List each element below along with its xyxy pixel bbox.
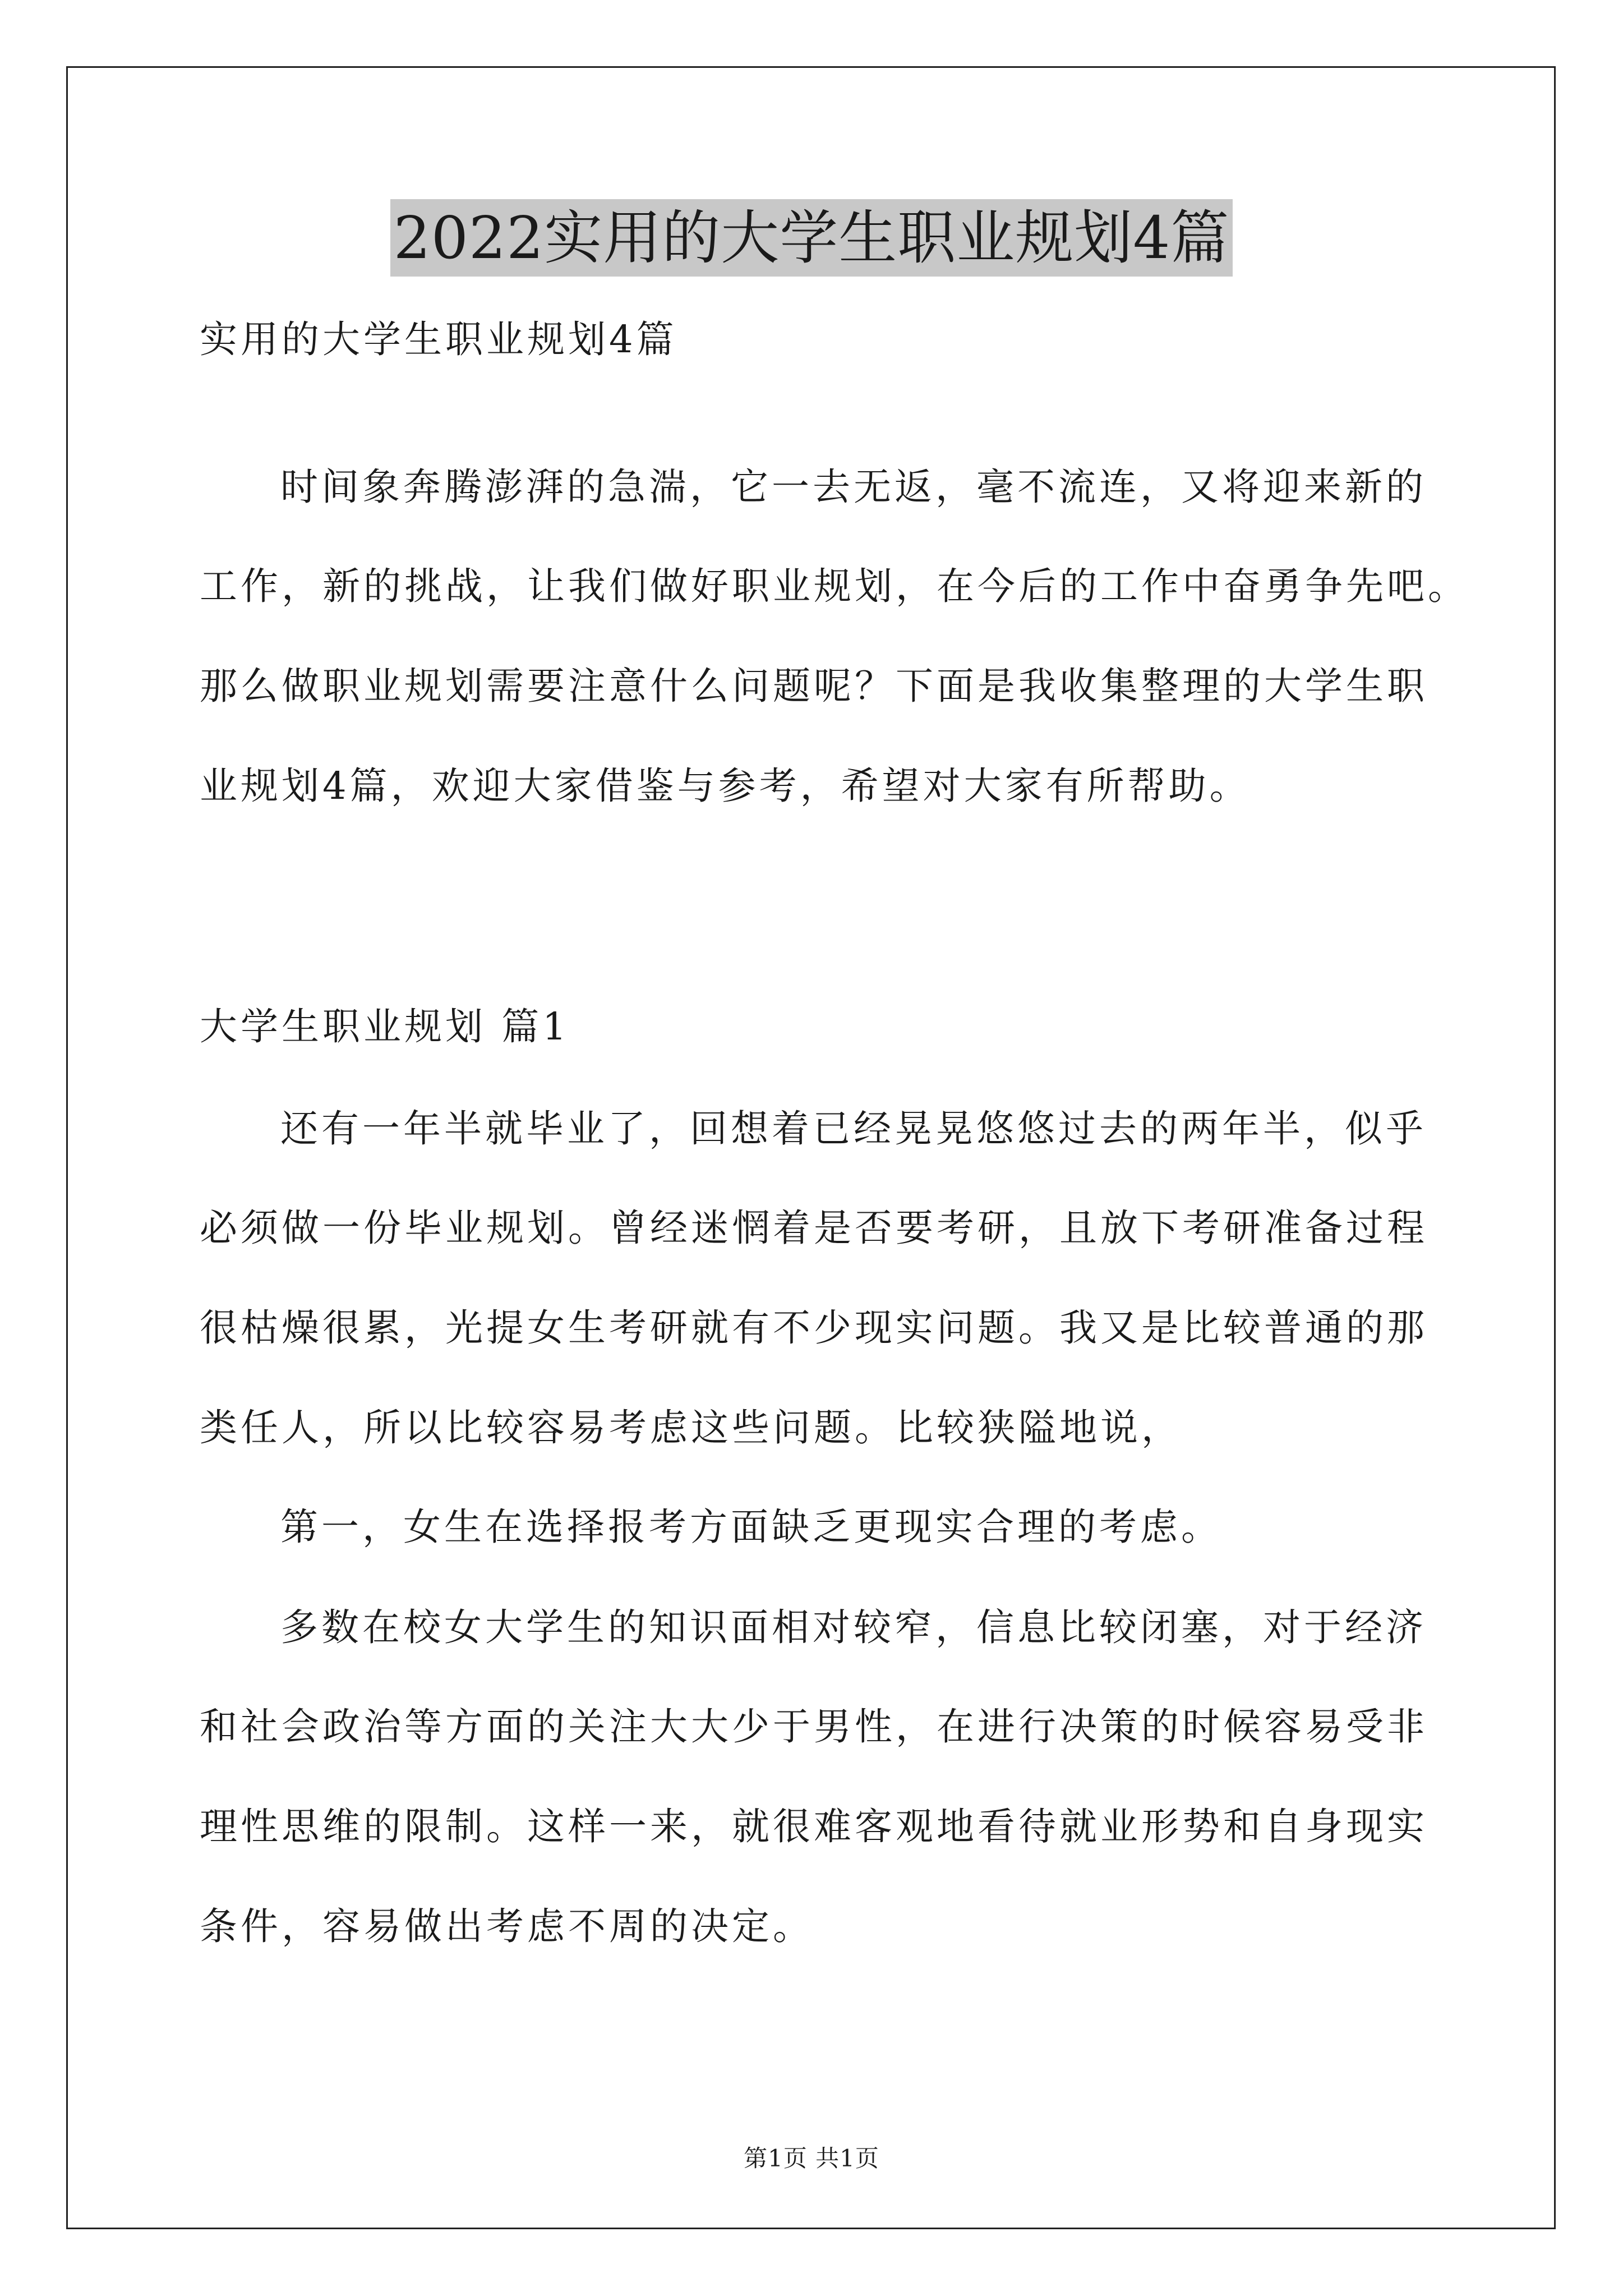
paragraph-line: 很枯燥很累，光提女生考研就有不少现实问题。我又是比较普通的那 [200, 1306, 1428, 1350]
paragraph-line: 必须做一份毕业规划。曾经迷惘着是否要考研，且放下考研准备过程 [200, 1206, 1428, 1250]
paragraph-line: 多数在校女大学生的知识面相对较窄，信息比较闭塞，对于经济 [280, 1605, 1427, 1649]
document-subtitle: 实用的大学生职业规划4篇 [200, 318, 677, 361]
page-footer: 第1页 共1页 [744, 2145, 879, 2172]
paragraph-line: 条件，容易做出考虑不周的决定。 [200, 1904, 814, 1948]
paragraph-line: 还有一年半就毕业了，回想着已经晃晃悠悠过去的两年半，似乎 [280, 1107, 1427, 1151]
section-heading: 大学生职业规划 篇1 [200, 1005, 570, 1048]
paragraph-line: 第一，女生在选择报考方面缺乏更现实合理的考虑。 [280, 1505, 1222, 1549]
intro-line: 工作，新的挑战，让我们做好职业规划，在今后的工作中奋勇争先吧。 [200, 564, 1469, 608]
intro-line: 时间象奔腾澎湃的急湍，它一去无返，毫不流连，又将迎来新的 [280, 465, 1427, 509]
title-container [0, 199, 1623, 277]
paragraph-line: 和社会政治等方面的关注大大少于男性，在进行决策的时候容易受非 [200, 1705, 1428, 1749]
intro-line: 业规划4篇，欢迎大家借鉴与参考，希望对大家有所帮助。 [200, 764, 1251, 808]
paragraph-line: 类任人，所以比较容易考虑这些问题。比较狭隘地说， [200, 1406, 1182, 1450]
intro-line: 那么做职业规划需要注意什么问题呢？下面是我收集整理的大学生职 [200, 664, 1428, 708]
paragraph-line: 理性思维的限制。这样一来，就很难客观地看待就业形势和自身现实 [200, 1805, 1428, 1848]
document-title: 2022实用的大学生职业规划4篇 [390, 199, 1233, 277]
